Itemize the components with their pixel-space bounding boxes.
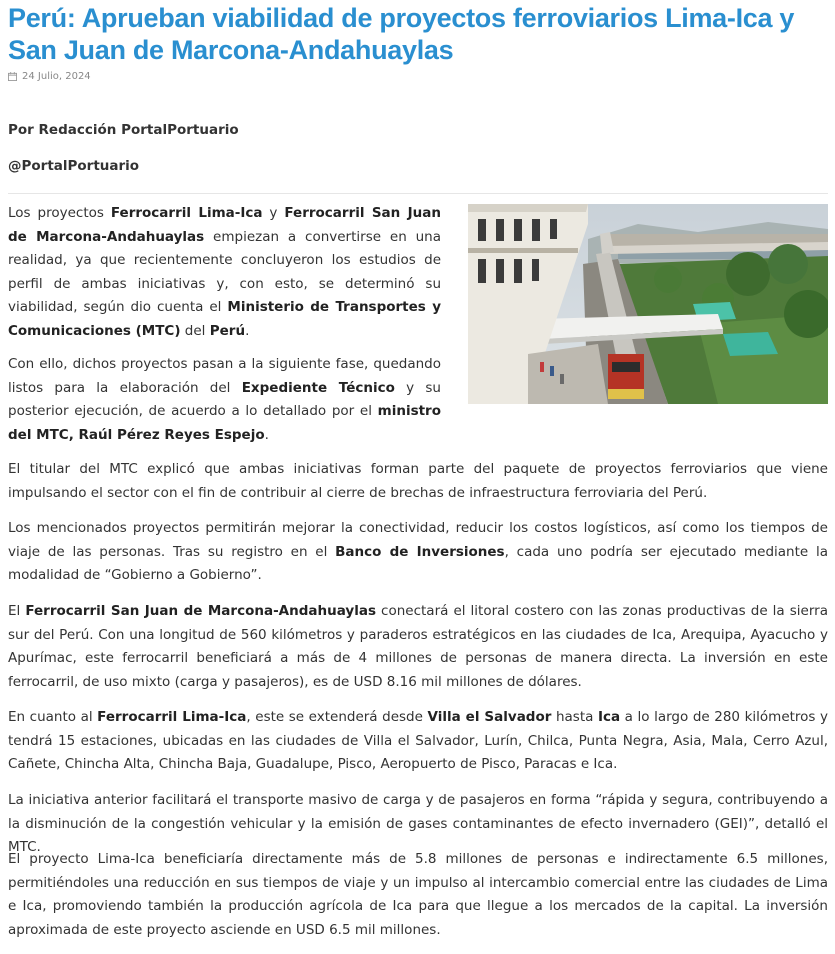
divider [8, 193, 828, 194]
paragraph-5: El Ferrocarril San Juan de Marcona-Andahuaylas conectará el litoral costero con las zonas productivas de la sierra sur del Perú. Con una longitud de 560 kilómetros y paraderos estratégicos en las ciudades de Ica, Arequipa, Ayacucho y Apurímac, este ferrocarril beneficiará a más de 4 millones de personas de manera directa. La inversión en este ferrocarril, de uso mixto (carga y pasajeros), es de USD 8.16 mil millones de dólares. [8, 603, 828, 690]
date-text: 24 Julio, 2024 [22, 71, 91, 82]
article-image [468, 204, 828, 404]
train-station-photo [468, 204, 828, 404]
paragraph-8: El proyecto Lima-Ica beneficiaría directamente más de 5.8 millones de personas e indirectamente 6.5 millones, permitiéndoles una reducción en sus tiempos de viaje y un impulso al intercambio comercial entre las ciudades de Lima e Ica, promoviendo también la producción agrícola de Ica para que llegue a los mercados de la capital. La inversión aproximada de este proyecto asciende en USD 6.5 mil millones. [8, 851, 828, 938]
author-handle[interactable]: @PortalPortuario [8, 158, 140, 174]
article-date [8, 71, 91, 82]
paragraph-2: Con ello, dichos proyectos pasan a la siguiente fase, quedando listos para la elaboración del Expediente Técnico y su posterior ejecución, de acuerdo a lo detallado por el ministro del MTC, Raúl Pérez Reyes Espejo. [8, 356, 441, 443]
paragraph-7: La iniciativa anterior facilitará el transporte masivo de carga y de pasajeros en forma “rápida y segura, contribuyendo a la disminución de la congestión vehicular y la emisión de gases contaminantes de efecto invernadero (GEI)”, detalló el MTC. [8, 792, 828, 855]
calendar-icon [8, 72, 17, 81]
paragraph-6: En cuanto al Ferrocarril Lima-Ica, este se extenderá desde Villa el Salvador hasta Ica a lo largo de 280 kilómetros y tendrá 15 estaciones, ubicadas en las ciudades de Villa el Salvador, Lurín, Chilca, Punta Negra, Asia, Mala, Cerro Azul, Cañete, Chincha Alta, Chincha Baja, Guadalupe, Pisco, Aeropuerto de Pisco, Paracas e Ica. [8, 709, 829, 772]
article-title: Perú: Aprueban viabilidad de proyectos ferroviarios Lima-Ica y San Juan de Marcona-Andahuaylas [8, 3, 795, 65]
paragraph-4: Los mencionados proyectos permitirán mejorar la conectividad, reducir los costos logísticos, así como los tiempos de viaje de las personas. Tras su registro en el Banco de Inversiones, cada uno podría ser ejecutado mediante la modalidad de “Gobierno a Gobierno”. [8, 520, 828, 583]
paragraph-3: El titular del MTC explicó que ambas iniciativas forman parte del paquete de proyectos ferroviarios que viene impulsando el sector con el fin de contribuir al cierre de brechas de infraestructura ferroviaria del Perú. [8, 461, 828, 501]
paragraph-1: Los proyectos Ferrocarril Lima-Ica y Ferrocarril San Juan de Marcona-Andahuaylas empiezan a convertirse en una realidad, ya que recientemente concluyeron los estudios de perfil de ambas iniciativas y, con esto, se determinó su viabilidad, según dio cuenta el Ministerio de Transportes y Comunicaciones (MTC) del Perú. [8, 205, 441, 339]
author-byline: Por Redacción PortalPortuario [8, 122, 239, 138]
